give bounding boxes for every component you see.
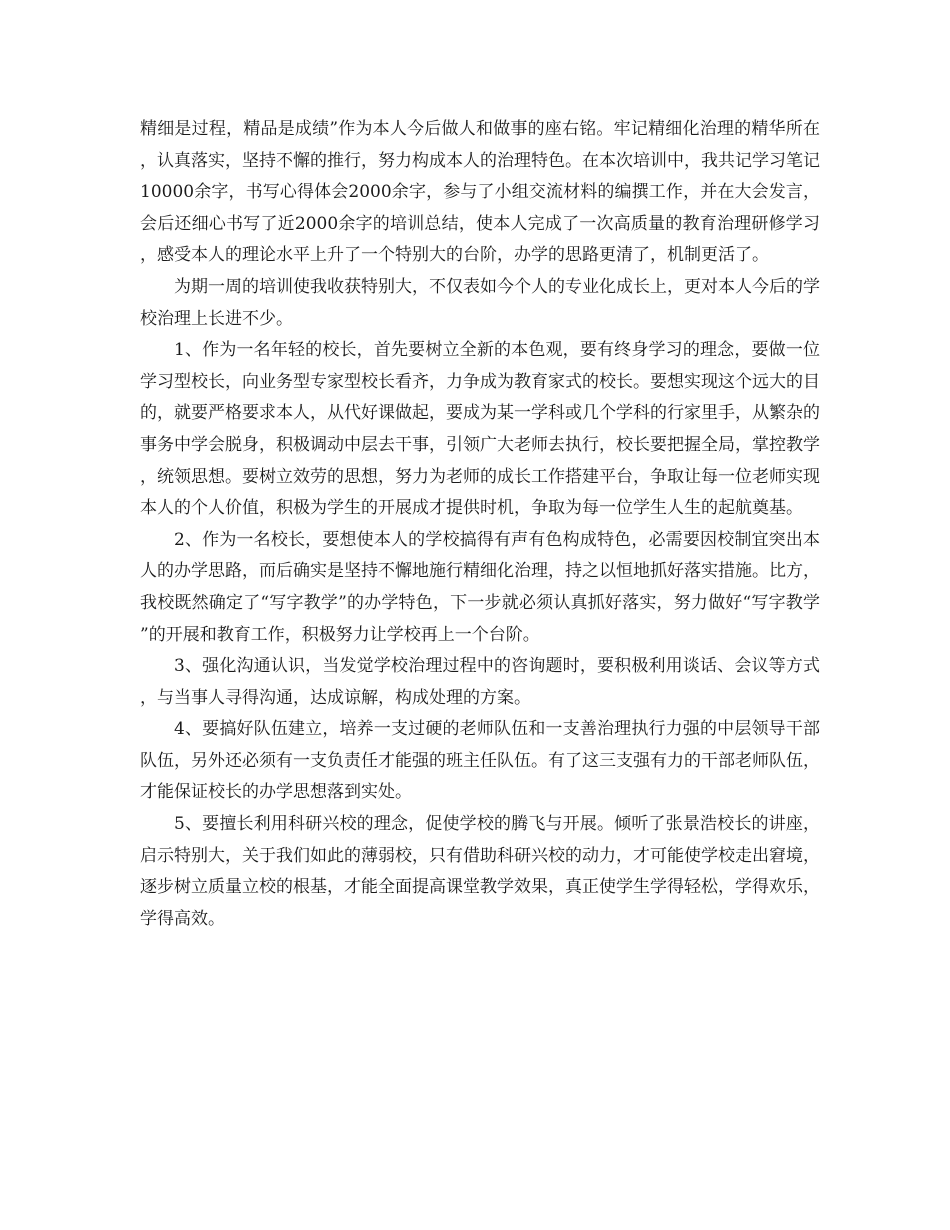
paragraph-point-1: 1、作为一名年轻的校长，首先要树立全新的本色观，要有终身学习的理念，要做一位学习型校长，向业务型专家型校长看齐，力争成为教育家式的校长。要想实现这个远大的目的，就要严格要求本人，从代好课做起，要成为某一学科或几个学科的行家里手，从繁杂的事务中学会脱身，积极调动中层去干事，引领广大老师去执行，校长要把握全局，掌控教学，统领思想。要树立效劳的思想，努力为老师的成长工作搭建平台，争取让每一位老师实现本人的个人价值，积极为学生的开展成才提供时机，争取为每一位学生人生的起航奠基。	[140, 340, 820, 519]
paragraph-training-harvest: 为期一周的培训使我收获特别大，不仅表如今个人的专业化成长上，更对本人今后的学校治理上长进不少。	[140, 276, 820, 329]
paragraph-continuation: 精细是过程，精品是成绩”作为本人今后做人和做事的座右铭。牢记精细化治理的精华所在，认真落实，坚持不懈的推行，努力构成本人的治理特色。在本次培训中，我共记学习笔记10000余字，书写心得体会2000余字，参与了小组交流材料的编撰工作，并在大会发言，会后还细心书写了近2000余字的培训总结，使本人完成了一次高质量的教育治理研修学习，感受本人的理论水平上升了一个特别大的台阶，办学的思路更清了，机制更活了。	[140, 119, 820, 266]
paragraph-point-5: 5、要擅长利用科研兴校的理念，促使学校的腾飞与开展。倾听了张景浩校长的讲座，启示特别大，关于我们如此的薄弱校，只有借助科研兴校的动力，才可能使学校走出窘境，逐步树立质量立校的根基，才能全面提高课堂教学效果，真正使学生学得轻松，学得欢乐，学得高效。	[140, 814, 820, 929]
paragraph-point-4: 4、要搞好队伍建立，培养一支过硬的老师队伍和一支善治理执行力强的中层领导干部队伍，另外还必须有一支负责任才能强的班主任队伍。有了这三支强有力的干部老师队伍，才能保证校长的办学思想落到实处。	[140, 719, 820, 803]
paragraph-point-3: 3、强化沟通认识，当发觉学校治理过程中的咨询题时，要积极利用谈话、会议等方式，与当事人寻得沟通，达成谅解，构成处理的方案。	[140, 656, 820, 708]
document-body	[140, 114, 820, 935]
paragraph-point-2: 2、作为一名校长，要想使本人的学校搞得有声有色构成特色，必需要因校制宜突出本人的办学思路，而后确实是坚持不懈地施行精细化治理，持之以恒地抓好落实措施。比方，我校既然确定了“写字教学”的办学特色，下一步就必须认真抓好落实，努力做好“写字教学”的开展和教育工作，积极努力让学校再上一个台阶。	[140, 529, 820, 645]
